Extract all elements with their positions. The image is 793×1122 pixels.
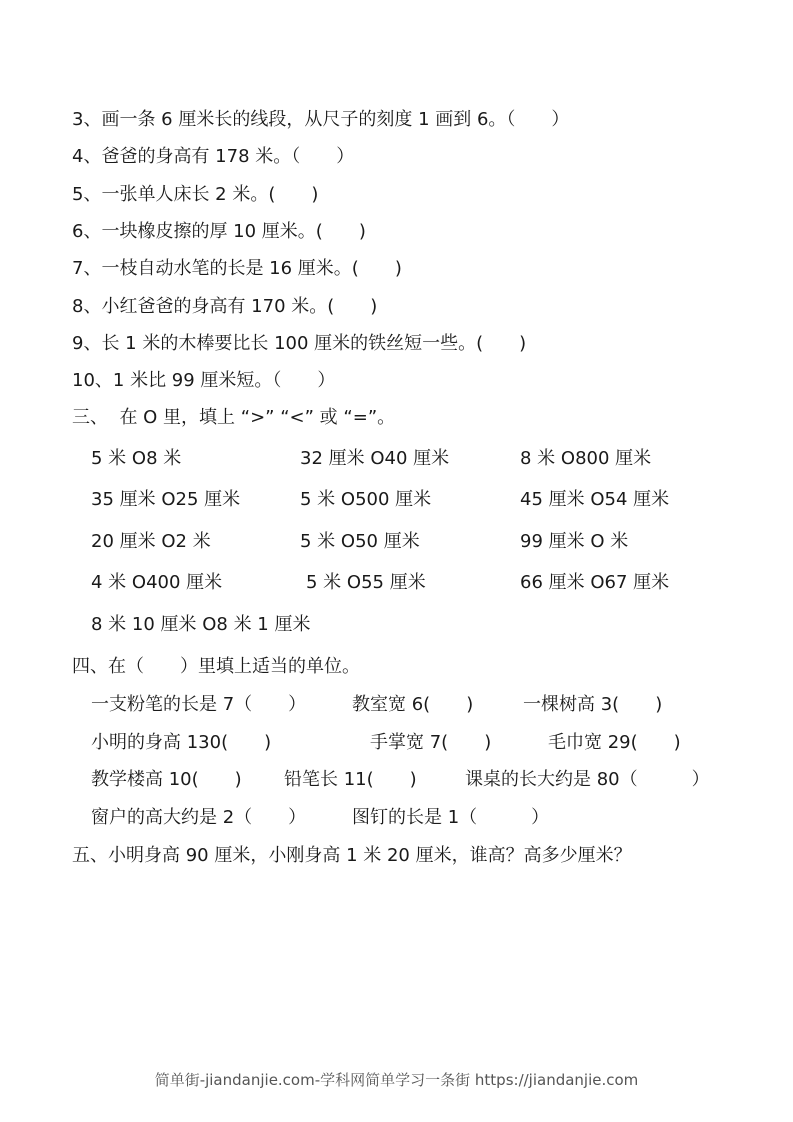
compare-item: 5 米 O8 米 [91,448,182,469]
judge-item-3: 3、画一条 6 厘米长的线段，从尺子的刻度 1 画到 6。（ ） [72,109,570,130]
unit-item: 手掌宽 7( ) [370,732,492,753]
compare-item: 32 厘米 O40 厘米 [300,448,450,469]
judge-item-4: 4、爸爸的身高有 178 米。（ ） [72,146,355,167]
judge-item-10: 10、1 米比 99 厘米短。（ ） [72,370,336,391]
unit-item: 教室宽 6( ) [352,694,474,715]
compare-item: 35 厘米 O25 厘米 [91,489,241,510]
unit-item: 铅笔长 11( ) [284,769,417,790]
compare-item: 66 厘米 O67 厘米 [520,572,670,593]
unit-item: 一棵树高 3( ) [523,694,663,715]
page-footer: 简单街-jiandanjie.com-学科网简单学习一条街 https://jiandanjie.com [154,1071,639,1089]
compare-item: 8 米 O800 厘米 [520,448,652,469]
unit-item: 小明的身高 130( ) [91,732,272,753]
unit-item: 课桌的长大约是 80（ ） [465,769,710,790]
unit-item: 一支粉笔的长是 7（ ） [91,694,307,715]
judge-item-7: 7、一枝自动水笔的长是 16 厘米。( ) [72,258,402,279]
judge-item-5: 5、一张单人床长 2 米。( ) [72,184,319,205]
compare-item: 4 米 O400 厘米 [91,572,223,593]
judge-item-6: 6、一块橡皮擦的厚 10 厘米。( ) [72,221,366,242]
unit-item: 图钉的长是 1（ ） [352,807,550,828]
section4-heading: 四、在（ ）里填上适当的单位。 [72,656,360,677]
compare-item: 20 厘米 O2 米 [91,531,211,552]
compare-item: 5 米 O50 厘米 [300,531,420,552]
unit-item: 教学楼高 10( ) [91,769,242,790]
judge-item-9: 9、长 1 米的木棒要比长 100 厘米的铁丝短一些。( ) [72,333,527,354]
unit-item: 窗户的高大约是 2（ ） [91,807,307,828]
compare-item: 5 米 O500 厘米 [300,489,432,510]
judge-item-8: 8、小红爸爸的身高有 170 米。( ) [72,296,378,317]
section5-heading: 五、小明身高 90 厘米，小刚身高 1 米 20 厘米，谁高？高多少厘米？ [72,845,632,866]
compare-item: 8 米 10 厘米 O8 米 1 厘米 [91,614,311,635]
section3-heading: 三、 在 O 里，填上 “>” “<” 或 “=”。 [72,407,396,428]
unit-item: 毛巾宽 29( ) [548,732,681,753]
compare-item: 45 厘米 O54 厘米 [520,489,670,510]
compare-item: 5 米 O55 厘米 [306,572,426,593]
compare-item: 99 厘米 O 米 [520,531,629,552]
